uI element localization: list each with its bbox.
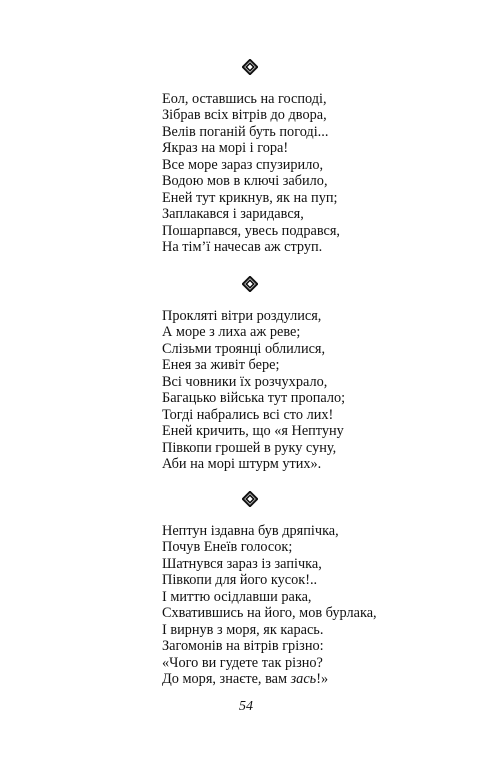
diamond-ornament-icon <box>242 491 258 507</box>
verse-line: Пошарпався, увесь подрався, <box>162 222 340 239</box>
verse-line: Шатнувся зараз із запічка, <box>162 555 322 572</box>
verse-line: А море з лиха аж реве; <box>162 324 301 341</box>
verse-line: Водою мов в ключі забило, <box>162 173 328 190</box>
verse-line: Якраз на морі і гора! <box>162 140 289 157</box>
verse-line: Всі човники їх розчухрало, <box>162 373 328 390</box>
verse-line: Зібрав всіх вітрів до двора, <box>162 107 327 124</box>
stanza-1 <box>162 91 340 256</box>
diamond-ornament-icon <box>242 59 258 75</box>
verse-line: І миттю осідлавши рака, <box>162 588 312 605</box>
verse-line-last: До моря, знаєте, вам зась!» <box>162 671 329 688</box>
verse-line: Тогді набрались всі сто лих! <box>162 406 334 423</box>
emphasized-word: зась <box>290 671 317 688</box>
verse-line: Слізьми троянці облилися, <box>162 340 326 357</box>
verse-line: Еней кричить, що «я Нептуну <box>162 423 344 440</box>
stanza-3 <box>162 523 377 688</box>
verse-line: Загомонів на вітрів грізно: <box>162 638 324 655</box>
verse-line: На тім’ї начесав аж струп. <box>162 239 323 256</box>
verse-line: Півкопи для його кусок!.. <box>162 572 318 589</box>
verse-line: Нептун іздавна був дряпічка, <box>162 523 339 539</box>
verse-line: Заплакався і заридався, <box>162 206 304 223</box>
page-number: 54 <box>239 699 253 714</box>
verse-line: Багацько війська тут пропало; <box>162 390 346 407</box>
verse-line: Півкопи грошей в руку суну, <box>162 439 337 456</box>
verse-line: Велів поганій буть погоді... <box>162 123 329 140</box>
diamond-ornament-icon <box>242 276 258 292</box>
verse-line: Енея за живіт бере; <box>162 357 280 374</box>
verse-line: Все море зараз спузирило, <box>162 156 324 173</box>
verse-line: Прокляті вітри роздулися, <box>162 308 322 324</box>
verse-line: Почув Енеїв голосок; <box>162 539 293 556</box>
verse-line: «Чого ви гудете так різно? <box>162 654 323 671</box>
verse-line: Схватившись на його, мов бурлака, <box>162 605 377 622</box>
stanza-2 <box>162 308 345 473</box>
verse-line: Аби на морі штурм утих». <box>162 456 322 473</box>
verse-line: Еол, оставшись на господі, <box>162 91 327 107</box>
verse-line: І вирнув з моря, як карась. <box>162 621 324 638</box>
verse-line: Еней тут крикнув, як на пуп; <box>162 189 338 206</box>
